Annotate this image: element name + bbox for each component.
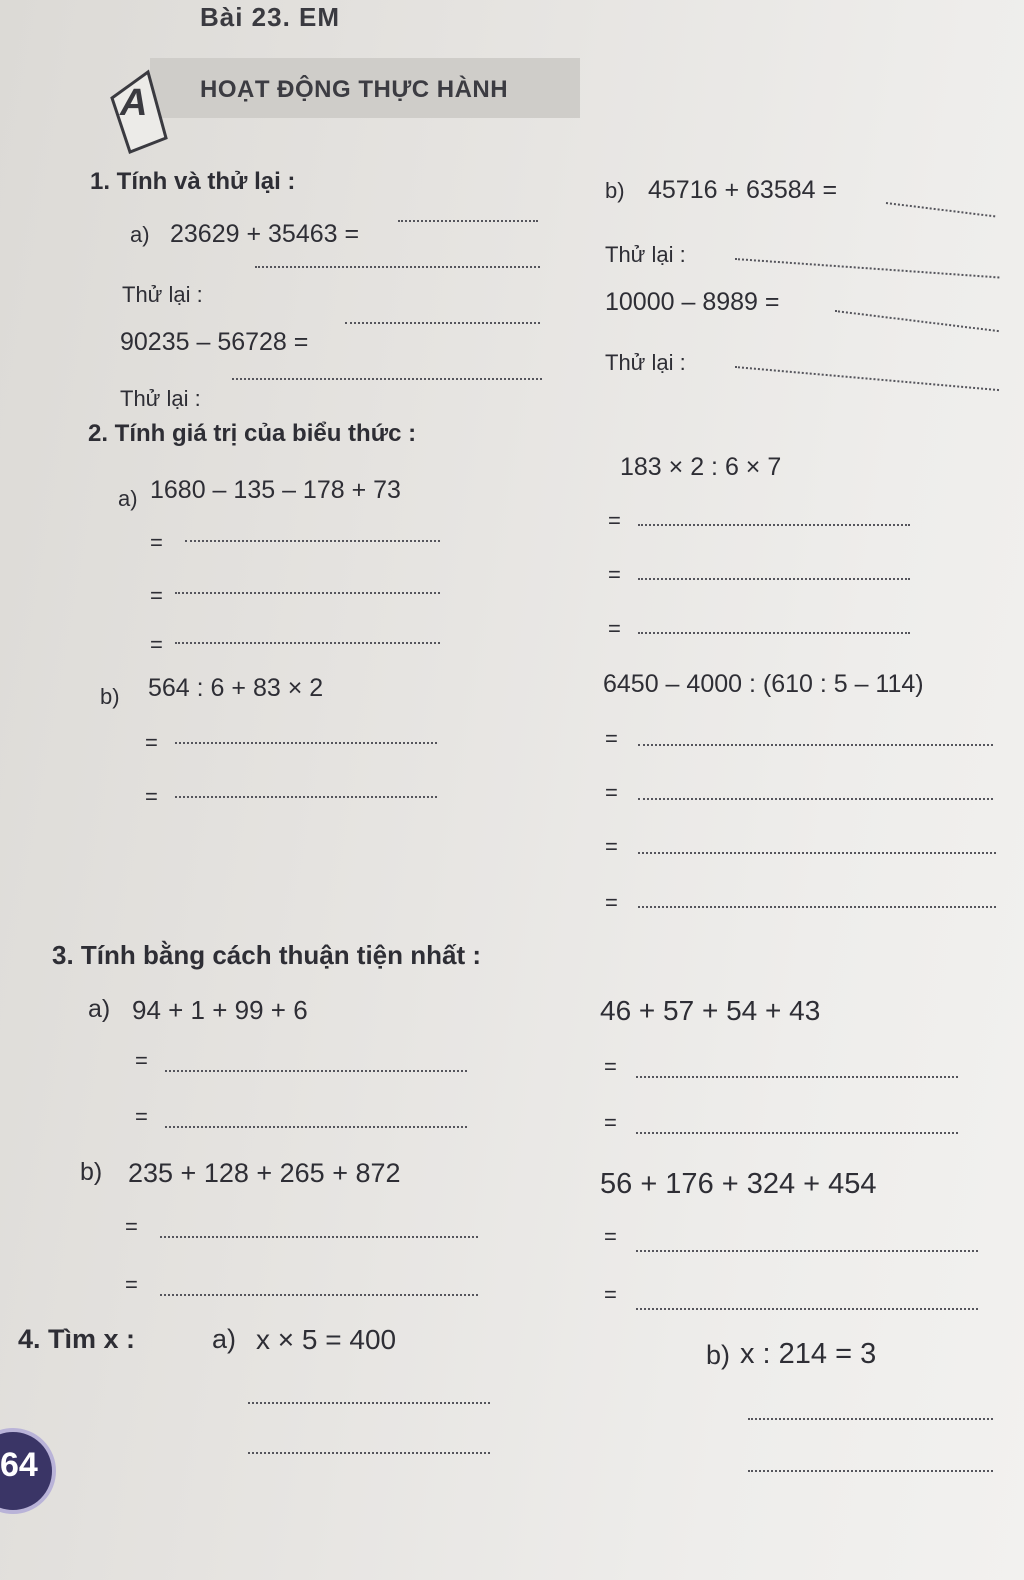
ex2-a2-line-2[interactable] — [638, 578, 910, 580]
ex3-a2-line-1[interactable] — [636, 1076, 958, 1078]
ex3-b1-line-1[interactable] — [160, 1236, 478, 1238]
ex2-b-label: b) — [100, 684, 120, 709]
ex3-a1-eq-2: = — [135, 1104, 148, 1129]
ex2-a2-eq-2: = — [608, 562, 621, 587]
ex1-a-check-label: Thử lại : — [122, 282, 203, 307]
ex1-b2-check-line[interactable] — [735, 366, 999, 391]
ex1-a2-check-label: Thử lại : — [120, 386, 201, 411]
ex3-a2-eq-2: = — [604, 1110, 617, 1135]
ex1-a2-check-line[interactable] — [232, 378, 542, 380]
ex4-a-label: a) — [212, 1324, 237, 1354]
exercise-1-title — [90, 170, 295, 194]
ex4-b-label: b) — [706, 1340, 731, 1370]
exercise-4-title — [18, 1326, 135, 1353]
exercise-2-title — [88, 422, 416, 446]
exercise-1-title-text: 1. Tính và thử lại : — [90, 168, 296, 195]
ex2-a1-eq-3: = — [150, 632, 163, 657]
ex2-b2-line-4[interactable] — [638, 906, 996, 908]
exercise-3-title — [52, 942, 481, 968]
ex2-b2-eq-4: = — [605, 890, 618, 915]
ex1-a2-expression: 90235 – 56728 = — [120, 328, 309, 356]
ex2-b2-expression: 6450 – 4000 : (610 : 5 – 114) — [603, 670, 924, 698]
ex1-a-answer-line[interactable] — [398, 220, 538, 222]
ex2-b1-line-2[interactable] — [175, 796, 437, 798]
ex3-b2-eq-2: = — [604, 1282, 617, 1307]
ex4-a-line-2[interactable] — [248, 1452, 490, 1454]
ex4-a-line-1[interactable] — [248, 1402, 490, 1404]
ex1-b-check-label: Thử lại : — [605, 242, 686, 267]
ex2-a1-eq-2: = — [150, 583, 163, 608]
ex1-b-label: b) — [605, 178, 625, 203]
ex4-b-line-1[interactable] — [748, 1418, 993, 1420]
section-title: HOẠT ĐỘNG THỰC HÀNH — [200, 76, 509, 103]
ex4-b-expression: x : 214 = 3 — [740, 1338, 877, 1370]
lesson-title: Bài 23. EM — [200, 2, 341, 32]
ex1-a-check-line[interactable] — [255, 266, 540, 268]
ex3-a1-expression: 94 + 1 + 99 + 6 — [132, 995, 308, 1025]
exercise-2-title-text: 2. Tính giá trị của biểu thức : — [88, 420, 417, 447]
ex3-b1-eq-2: = — [125, 1272, 138, 1297]
ex2-b2-line-3[interactable] — [638, 852, 996, 854]
ex1-b-expression: 45716 + 63584 = — [648, 176, 838, 204]
ex2-b2-eq-1: = — [605, 726, 618, 751]
ex2-a2-expression: 183 × 2 : 6 × 7 — [620, 453, 782, 481]
ex2-a1-line-3[interactable] — [175, 642, 440, 644]
ex2-b1-line-1[interactable] — [175, 742, 437, 744]
ex1-b2-expression: 10000 – 8989 = — [605, 288, 780, 316]
ex3-b1-expression: 235 + 128 + 265 + 872 — [128, 1158, 401, 1188]
ex3-a1-line-2[interactable] — [165, 1126, 467, 1128]
ex3-a-label: a) — [88, 995, 111, 1023]
ex2-b1-eq-1: = — [145, 730, 158, 755]
ex2-b2-eq-3: = — [605, 834, 618, 859]
ex3-b1-line-2[interactable] — [160, 1294, 478, 1296]
ex2-b2-line-1[interactable] — [638, 744, 993, 746]
ex1-a-expression: 23629 + 35463 = — [170, 220, 360, 248]
ex3-a2-eq-1: = — [604, 1054, 617, 1079]
ex4-a-expression: x × 5 = 400 — [256, 1324, 397, 1355]
ex3-b2-eq-1: = — [604, 1224, 617, 1249]
ex2-a2-eq-1: = — [608, 508, 621, 533]
ex3-a2-line-2[interactable] — [636, 1132, 958, 1134]
ex3-a1-line-1[interactable] — [165, 1070, 467, 1072]
ex2-a-label: a) — [118, 486, 138, 511]
ex2-a1-eq-1: = — [150, 530, 163, 555]
ex2-a2-eq-3: = — [608, 616, 621, 641]
ex2-a1-line-2[interactable] — [175, 592, 440, 594]
ex2-a1-line-1[interactable] — [185, 540, 440, 542]
ex2-a1-expression: 1680 – 135 – 178 + 73 — [150, 476, 401, 504]
ex3-b2-expression: 56 + 176 + 324 + 454 — [600, 1168, 877, 1200]
exercise-4-title-text: 4. Tìm x : — [18, 1324, 136, 1354]
ex2-b2-eq-2: = — [605, 780, 618, 805]
ex1-b2-check-label: Thử lại : — [605, 350, 686, 375]
ex3-a2-expression: 46 + 57 + 54 + 43 — [600, 995, 821, 1026]
ex3-a1-eq-1: = — [135, 1048, 148, 1073]
ex1-b-check-line[interactable] — [735, 258, 999, 278]
exercise-3-title-text: 3. Tính bằng cách thuận tiện nhất : — [52, 940, 482, 970]
ex3-b-label: b) — [80, 1158, 103, 1186]
ex1-a2-answer-line[interactable] — [345, 322, 540, 324]
ex2-a2-line-1[interactable] — [638, 524, 910, 526]
ex1-b-answer-line[interactable] — [886, 202, 995, 217]
ex2-a2-line-3[interactable] — [638, 632, 910, 634]
ex2-b1-eq-2: = — [145, 784, 158, 809]
ex3-b2-line-1[interactable] — [636, 1250, 978, 1252]
ex2-b1-expression: 564 : 6 + 83 × 2 — [148, 674, 324, 702]
ex3-b2-line-2[interactable] — [636, 1308, 978, 1310]
ex1-a-label: a) — [130, 222, 150, 247]
ex1-b2-answer-line[interactable] — [835, 310, 999, 332]
ex2-b2-line-2[interactable] — [638, 798, 993, 800]
ex3-b1-eq-1: = — [125, 1214, 138, 1239]
ex4-b-line-2[interactable] — [748, 1470, 993, 1472]
page-number: 64 — [0, 1446, 38, 1484]
section-letter: A — [120, 82, 148, 124]
